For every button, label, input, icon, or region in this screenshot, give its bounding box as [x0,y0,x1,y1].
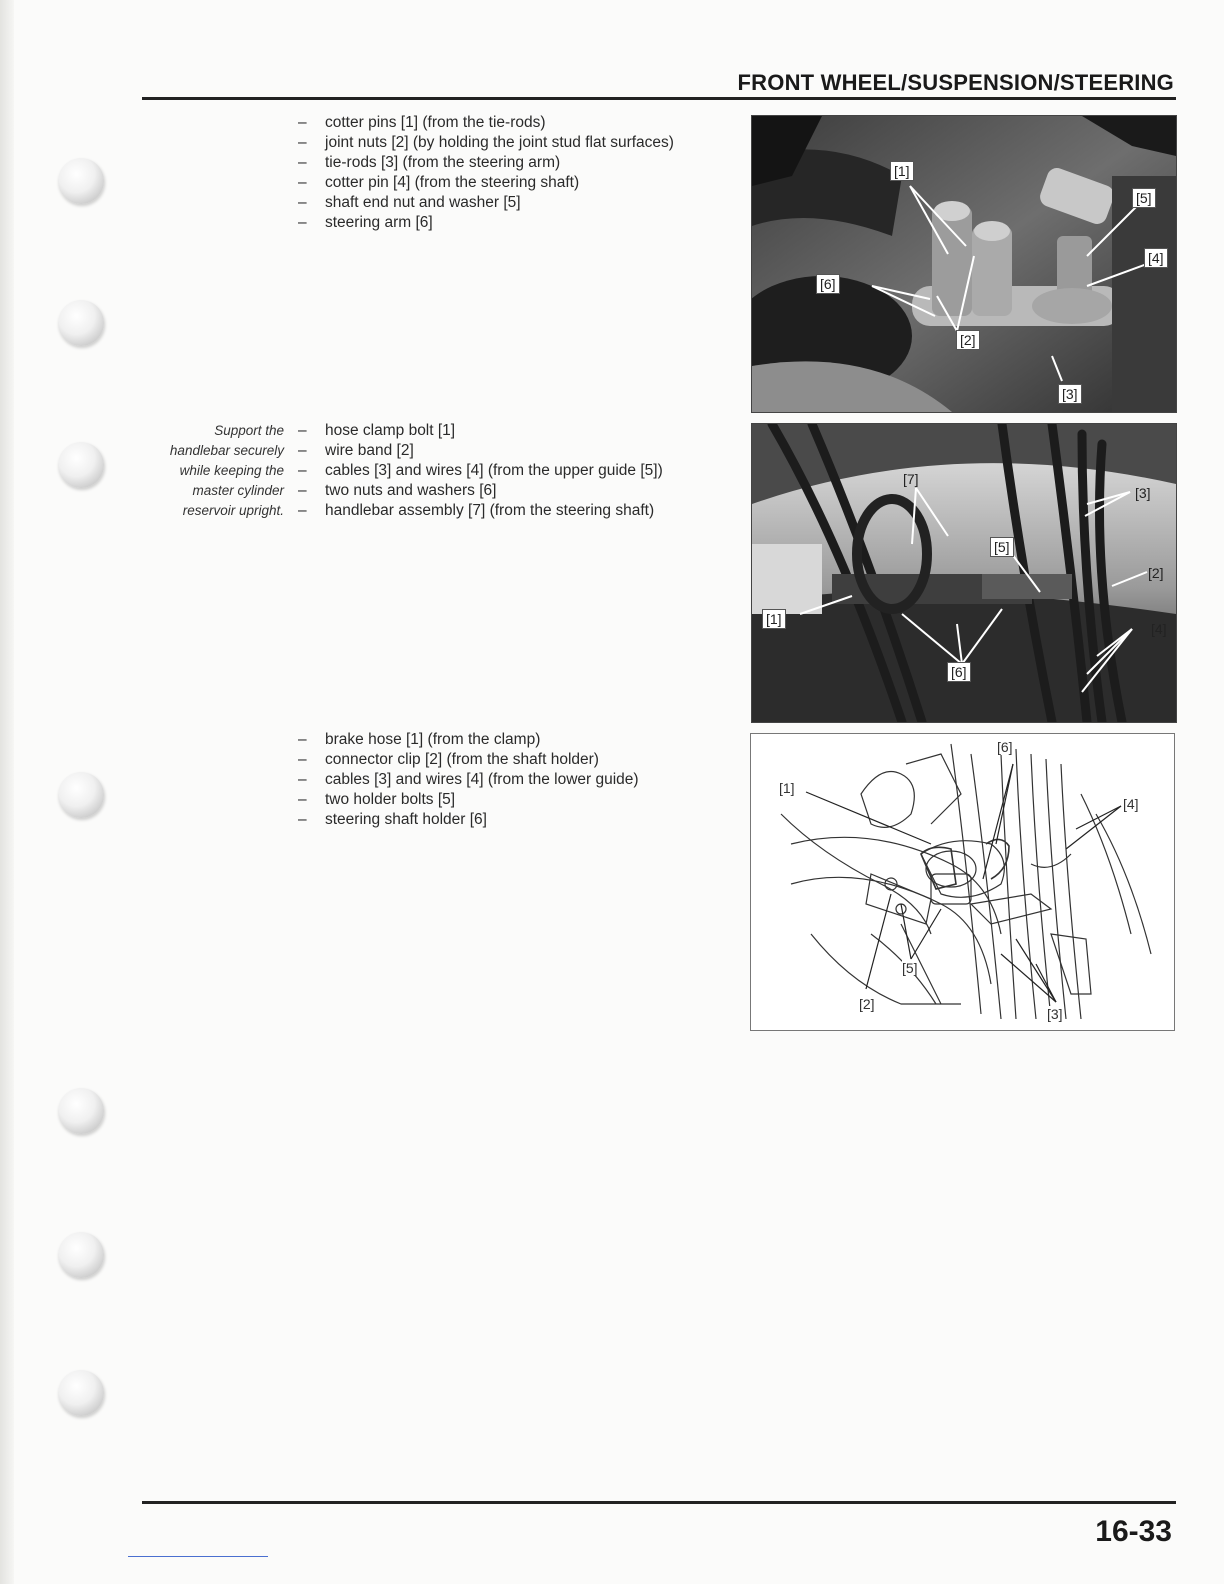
callout-label: [3] [1135,485,1151,501]
callout-label: [3] [1058,384,1082,404]
callout-label: [2] [956,330,980,350]
callout-label: [5] [902,960,918,976]
removal-steps-1 [298,113,674,233]
callout-label: [5] [1132,188,1156,208]
list-item: – tie-rods [3] (from the steering arm) [298,154,561,171]
line-drawing [751,734,1174,1030]
list-item: – handlebar assembly [7] (from the steering shaft) [298,502,655,519]
list-item: – cables [3] and wires [4] (from the upper guide [5]) [298,462,663,479]
callout-label: [3] [1047,1006,1063,1022]
steering-shaft-holder-diagram [750,733,1175,1031]
callout-label: [7] [903,471,919,487]
callout-label: [4] [1123,796,1139,812]
handlebar-cables-photo [751,423,1177,723]
punch-hole [58,1088,104,1134]
footer-link-underline [128,1556,268,1557]
removal-steps-2 [298,421,663,521]
section-title: FRONT WHEEL/SUSPENSION/STEERING [737,70,1174,95]
punch-hole [58,772,104,818]
page-number: 16-33 [1095,1515,1172,1548]
list-item: – joint nuts [2] (by holding the joint stud flat surfaces) [298,134,674,151]
callout-label: [2] [859,996,875,1012]
list-item: – brake hose [1] (from the clamp) [298,731,541,748]
callout-label: [6] [947,662,971,682]
binder-edge [0,0,14,1584]
removal-steps-3 [298,730,639,830]
list-item: – steering shaft holder [6] [298,811,487,828]
punch-hole [58,158,104,204]
footer-rule [142,1501,1176,1504]
list-item: – hose clamp bolt [1] [298,422,456,439]
list-item: – wire band [2] [298,442,414,459]
callout-label: [1] [762,609,786,629]
callout-label: [6] [816,274,840,294]
punch-hole [58,1232,104,1278]
list-item: – cables [3] and wires [4] (from the lower guide) [298,771,639,788]
callout-label: [1] [890,161,914,181]
photo-illustration [752,116,1176,412]
list-item: – cotter pin [4] (from the steering shaft) [298,174,580,191]
callout-label: [6] [997,739,1013,755]
steering-arm-photo [751,115,1177,413]
callout-label: [4] [1151,621,1167,637]
punch-hole [58,300,104,346]
list-item: – cotter pins [1] (from the tie-rods) [298,114,546,131]
side-note: Support the handlebar securely while keeping the master cylinder reservoir upright. [169,423,284,518]
list-item: – connector clip [2] (from the shaft holder) [298,751,599,768]
callout-label: [1] [779,780,795,796]
list-item: – two nuts and washers [6] [298,482,497,499]
list-item: – steering arm [6] [298,214,433,231]
header-rule [142,97,1176,100]
callout-label: [4] [1144,248,1168,268]
punch-hole [58,442,104,488]
list-item: – two holder bolts [5] [298,791,456,808]
list-item: – shaft end nut and washer [5] [298,194,521,211]
punch-hole [58,1370,104,1416]
callout-label: [5] [990,537,1014,557]
callout-label: [2] [1148,565,1164,581]
